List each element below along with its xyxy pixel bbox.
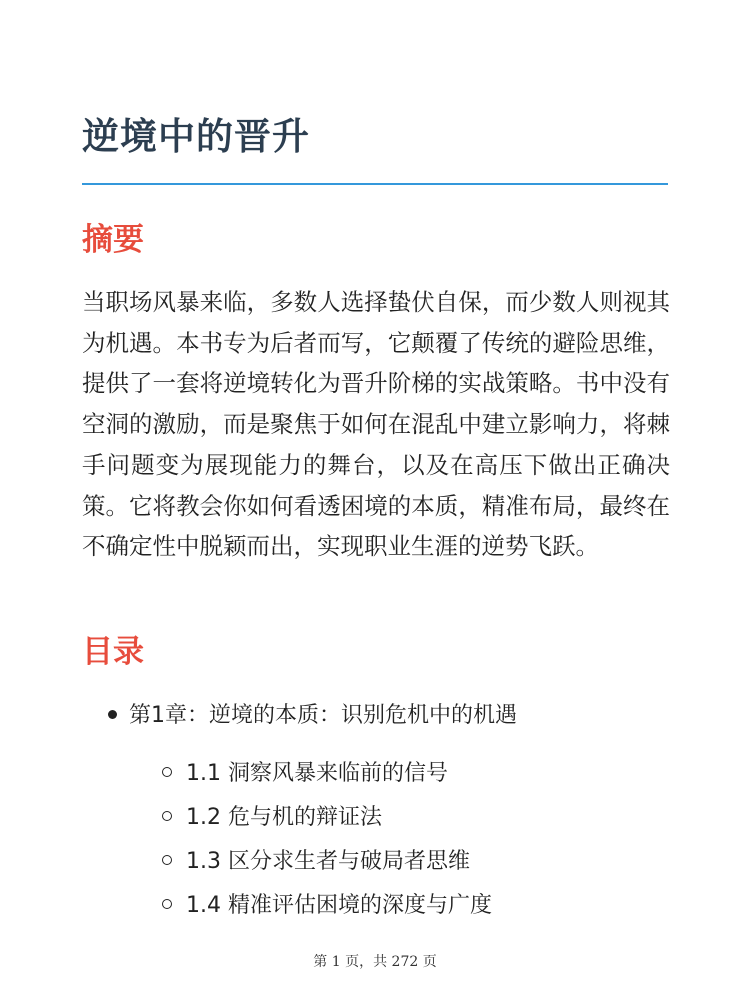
- summary-paragraph: 当职场风暴来临，多数人选择蛰伏自保，而少数人则视其为机遇。本书专为后者而写，它颠覆了传统的避险思维，提供了一套将逆境转化为晋升阶梯的实战策略。书中没有空洞的激励，而是聚焦于如何在混乱中建立影响力，将棘手问题变为展现能力的舞台，以及在高压下做出正确决策。它将教会你如何看透困境的本质，精准布局，最终在不确定性中脱颖而出，实现职业生涯的逆势飞跃。: [82, 288, 670, 561]
- toc-section-label: 1.2 危与机的辩证法: [186, 805, 382, 830]
- toc-chapter-item: [108, 700, 517, 732]
- toc-section-item: [162, 846, 470, 878]
- toc-section-item: [162, 890, 492, 922]
- bullet-disc-icon: [108, 710, 117, 719]
- book-title: 逆境中的晋升: [82, 115, 310, 158]
- bullet-circle-icon: [162, 767, 172, 777]
- bullet-circle-icon: [162, 855, 172, 865]
- title-divider: [82, 183, 668, 185]
- summary-heading: 摘要: [82, 222, 144, 258]
- toc-heading: 目录: [82, 634, 144, 670]
- toc-section-item: [162, 758, 448, 790]
- toc-section-item: [162, 802, 382, 834]
- toc-section-label: 1.1 洞察风暴来临前的信号: [186, 761, 448, 786]
- bullet-circle-icon: [162, 811, 172, 821]
- toc-chapter-label: 第1章：逆境的本质：识别危机中的机遇: [129, 703, 517, 728]
- toc-section-label: 1.4 精准评估困境的深度与广度: [186, 893, 492, 918]
- page-number-footer: 第 1 页，共 272 页: [313, 954, 437, 970]
- bullet-circle-icon: [162, 899, 172, 909]
- toc-section-label: 1.3 区分求生者与破局者思维: [186, 849, 470, 874]
